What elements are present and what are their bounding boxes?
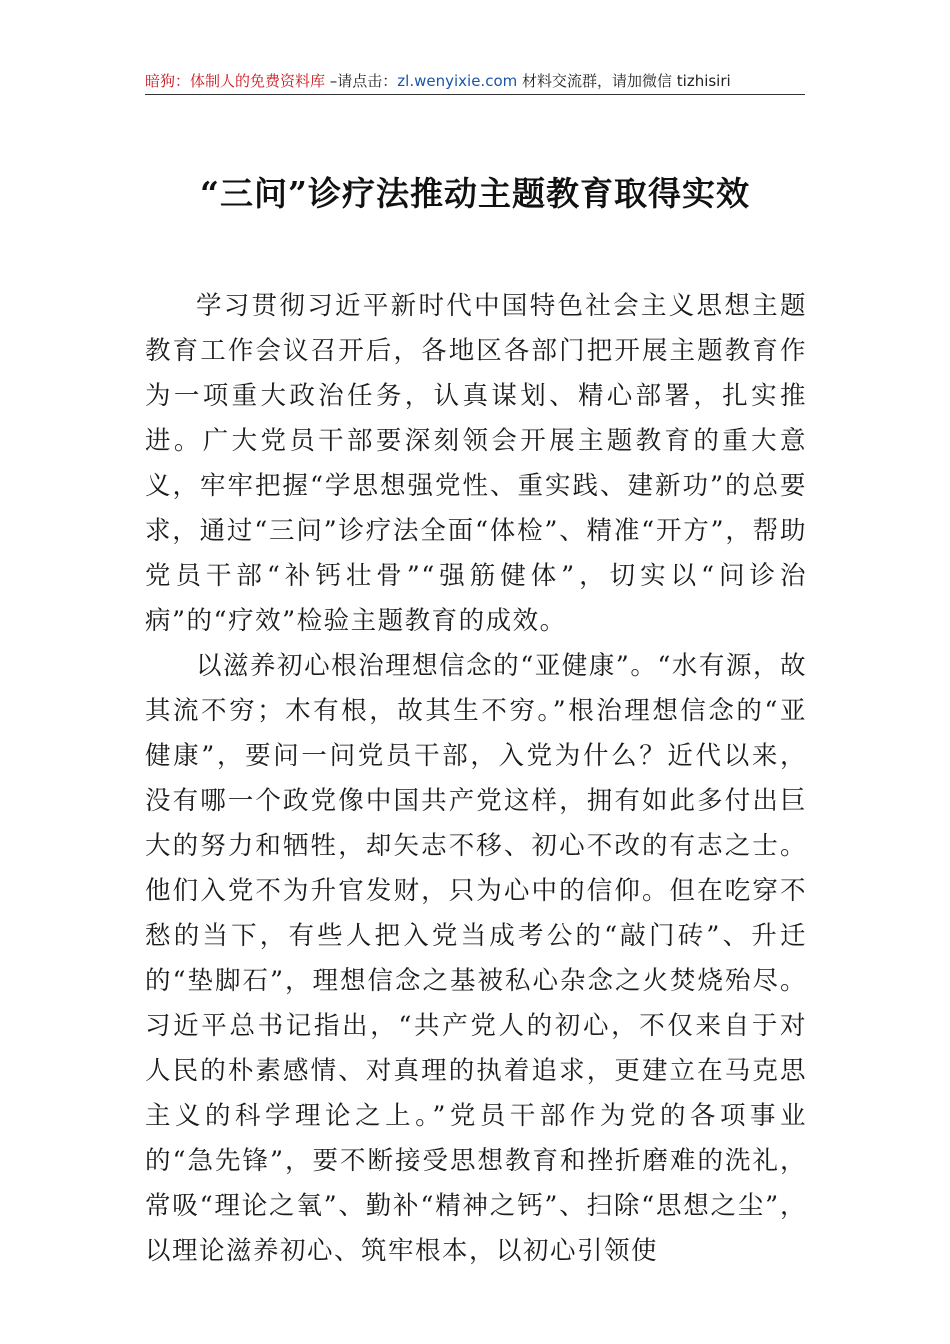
document-body (145, 284, 807, 1274)
document-title: “三问”诊疗法推动主题教育取得实效 (200, 174, 750, 213)
site-name: 暗狗：体制人的免费资料库 (145, 72, 326, 90)
page-header (145, 68, 805, 95)
wechat-note: 材料交流群，请加微信 tizhisiri (517, 72, 731, 90)
paragraph: 以滋养初心根治理想信念的“亚健康”。“水有源，故其流不穷；木有根，故其生不穷。”根治理想信念的“亚健康”，要问一问党员干部，入党为什么？近代以来，没有哪一个政党像中国共产党这样，拥有如此多付出巨大的努力和牺牲，却矢志不移、初心不改的有志之士。他们入党不为升官发财，只为心中的信仰。但在吃穿不愁的当下，有些人把入党当成考公的“敲门砖”、升迁的“垫脚石”，理想信念之基被私心杂念之火焚烧殆尽。习近平总书记指出，“共产党人的初心，不仅来自于对人民的朴素感情、对真理的执着追求，更建立在马克思主义的科学理论之上。”党员干部作为党的各项事业的“急先锋”，要不断接受思想教育和挫折磨难的洗礼，常吸“理论之氧”、勤补“精神之钙”、扫除“思想之尘”，以理论滋养初心、筑牢根本，以初心引领使 (145, 651, 807, 1266)
site-link[interactable]: zl.wenyixie.com (397, 72, 518, 90)
paragraph: 学习贯彻习近平新时代中国特色社会主义思想主题教育工作会议召开后，各地区各部门把开展主题教育作为一项重大政治任务，认真谋划、精心部署，扎实推进。广大党员干部要深刻领会开展主题教育的重大意义，牢牢把握“学思想强党性、重实践、建新功”的总要求，通过“三问”诊疗法全面“体检”、精准“开方”，帮助党员干部“补钙壮骨”“强筋健体”，切实以“问诊治病”的“疗效”检验主题教育的成效。 (145, 291, 807, 636)
link-prompt: –请点击： (325, 72, 398, 90)
